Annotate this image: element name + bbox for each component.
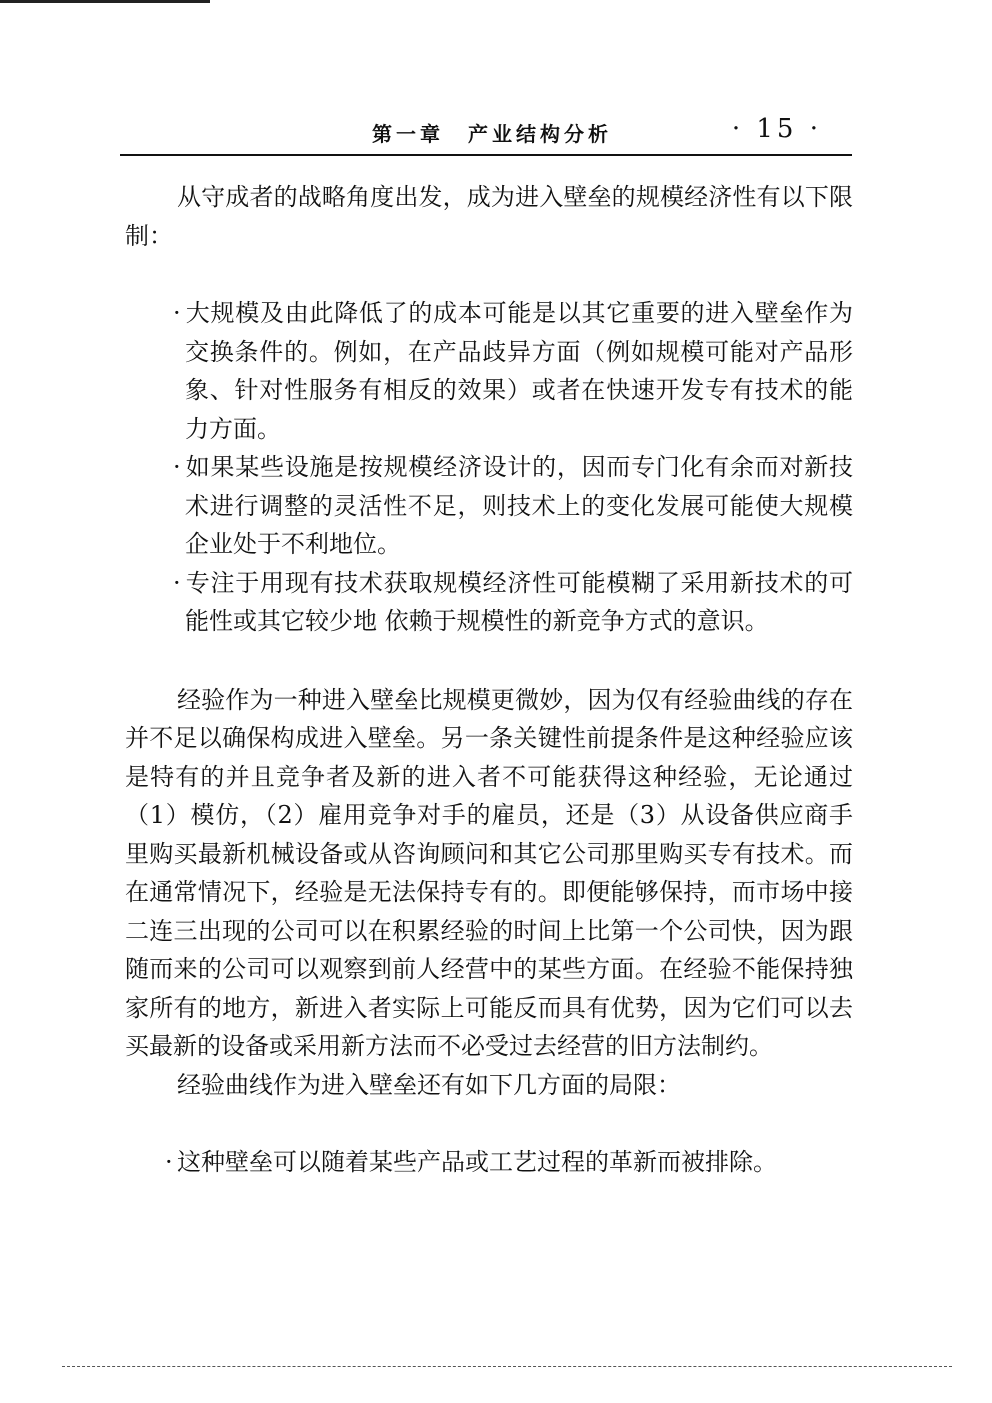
page-number: · 15 · <box>731 114 822 144</box>
list-item <box>125 1143 853 1182</box>
list-item-text: 大规模及由此降低了的成本可能是以其它重要的进入壁垒作为交换条件的。例如，在产品歧异方面（例如规模可能对产品形象、针对性服务有相反的效果）或者在快速开发专有技术的能力方面。 <box>185 299 853 443</box>
bullet-mark: · <box>173 299 181 327</box>
paragraph-experience-barrier: 经验作为一种进入壁垒比规模更微妙，因为仅有经验曲线的存在并不足以确保构成进入壁垒。另一条关键性前提条件是这种经验应该是特有的并且竞争者及新的进入者不可能获得这种经验，无论通过（1）模仿，（2）雇用竞争对手的雇员，还是（3）从设备供应商手里购买最新机械设备或从咨询顾问和其它公司那里购买专有技术。而在通常情况下，经验是无法保持专有的。即便能够保持，而市场中接二连三出现的公司可以在积累经验的时间上比第一个公司快，因为跟随而来的公司可以观察到前人经营中的某些方面。在经验不能保持独家所有的地方，新进入者实际上可能反而具有优势，因为它们可以去买最新的设备或采用新方法而不必受过去经营的旧方法制约。 <box>125 685 853 1060</box>
page-body <box>125 178 853 1182</box>
bullet-list-scale-limits <box>125 294 853 641</box>
list-item <box>125 564 853 641</box>
footer-rule <box>62 1366 952 1367</box>
header-rule <box>120 154 852 156</box>
top-edge-mark <box>0 0 210 3</box>
list-item-text: 如果某些设施是按规模经济设计的，因而专门化有余而对新技术进行调整的灵活性不足，则技术上的变化发展可能使大规模企业处于不利地位。 <box>185 453 853 558</box>
running-header <box>120 112 852 156</box>
list-item <box>125 294 853 448</box>
bullet-mark: · <box>165 1148 173 1176</box>
chapter-title: 第一章 产业结构分析 <box>372 122 612 146</box>
list-item-text: 专注于用现有技术获取规模经济性可能模糊了采用新技术的可能性或其它较少地 依赖于规模性的新竞争方式的意识。 <box>185 568 853 635</box>
paragraph-gap <box>125 1104 853 1143</box>
bullet-mark: · <box>173 453 181 481</box>
bullet-mark: · <box>173 568 181 597</box>
paragraph-scale-limits-intro: 从守成者的战略角度出发，成为进入壁垒的规模经济性有以下限制： <box>125 183 853 250</box>
paragraph-experience-limits-intro: 经验曲线作为进入壁垒还有如下几方面的局限： <box>177 1070 681 1099</box>
bullet-list-experience-limits <box>125 1143 853 1182</box>
list-item <box>125 448 853 564</box>
list-item-text: 这种壁垒可以随着某些产品或工艺过程的革新而被排除。 <box>177 1148 777 1176</box>
